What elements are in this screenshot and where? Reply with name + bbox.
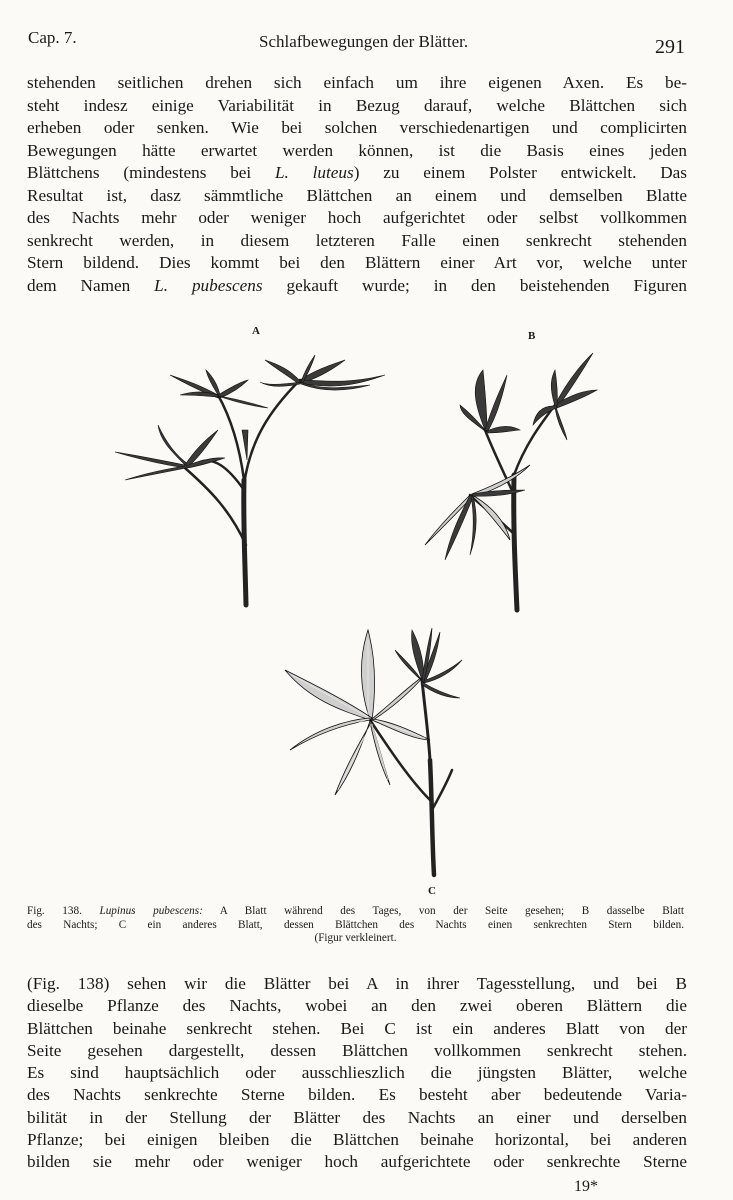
caption-fig-number: Fig. 138.	[27, 905, 100, 917]
caption-line: des Nachts; C ein anderes Blatt, dessen Blättchen des Nachts einen senkrechten Stern bilden.	[27, 918, 684, 931]
leaflet-upright	[395, 628, 462, 698]
text-line: des Nachts mehr oder weniger hoch aufgerichtet oder selbst vollkommen	[27, 208, 687, 227]
caption-line: (Figur verkleinert.	[314, 932, 397, 944]
text-line: Seite gesehen dargestellt, dessen Blättchen vollkommen senkrecht stehen.	[27, 1040, 687, 1060]
text-line: stehenden seitlichen drehen sich einfach um ihre eigenen Axen. Es be-	[27, 73, 687, 92]
text-line	[27, 275, 687, 298]
text-line: Blättchen beinahe senkrecht stehen. Bei C ist ein anderes Blatt von der	[27, 1018, 687, 1038]
running-head	[24, 28, 685, 58]
text-span: dem Namen	[27, 275, 155, 295]
paragraph-1	[27, 72, 687, 297]
text-line: erheben oder senken. Wie bei solchen verschiedenartigen und complicirten	[27, 118, 687, 137]
text-line: des Nachts senkrechte Sterne bilden. Es besteht aber bedeutende Varia-	[27, 1085, 687, 1105]
leaflet-cluster	[260, 355, 385, 390]
text-line: steht indesz einige Variabilität in Bezug darauf, welche Blättchen sich	[27, 95, 687, 115]
text-line: (Fig. 138) sehen wir die Blätter bei A in ihrer Tagesstellung, und bei B	[27, 974, 687, 993]
text-line: senkrecht werden, in diesem letzteren Falle einen senkrecht stehenden	[27, 230, 687, 250]
species-name: L. luteus	[275, 163, 354, 182]
text-span: A Blatt während des Tages, von der Seite gesehen; B dasselbe Blatt	[202, 905, 684, 917]
caption-line	[27, 905, 684, 919]
leaflet-star	[285, 630, 430, 795]
page-number: 291	[655, 36, 685, 58]
figure-caption	[27, 905, 684, 946]
chapter-label: Cap. 7.	[28, 28, 77, 47]
figure-a-illustration	[100, 340, 400, 610]
text-span: gekauft wurde; in den beistehenden Figuren	[262, 275, 687, 295]
species-name: Lupinus pubescens:	[99, 905, 203, 917]
text-line: Es sind hauptsächlich oder ausschlieszlich die jüngsten Blätter, welche	[27, 1063, 687, 1083]
text-line: Stern bildend. Dies kommt bei den Blättern einer Art vor, welche unter	[27, 253, 687, 272]
text-line: bilität in der Stellung der Blätter des Nachts an einer und derselben	[27, 1107, 687, 1127]
text-line: Resultat ist, dasz sämmtliche Blättchen an einem und demselben Blatte	[27, 185, 687, 205]
figure-label-c: C	[428, 885, 436, 897]
figure-label-a: A	[252, 325, 260, 337]
text-span: ) zu einem Polster entwickelt. Das	[353, 163, 687, 182]
text-line: Bewegungen hätte erwartet werden können, ist die Basis eines jeden	[27, 140, 687, 160]
text-line: Pflanze; bei einigen bleiben die Blättchen beinahe horizontal, bei anderen	[27, 1130, 687, 1150]
page-title: Schlafbewegungen der Blätter.	[259, 32, 469, 51]
text-line: bilden sie mehr oder weniger hoch aufgerichtete oder senkrechte Sterne	[27, 1152, 687, 1172]
figure-label-b: B	[528, 330, 536, 342]
species-name: L. pubescens	[154, 275, 263, 295]
figure-c-illustration	[280, 620, 480, 880]
text-line: dieselbe Pflanze des Nachts, wobei an den zwei oberen Blättern die	[27, 996, 687, 1016]
paragraph-2	[27, 973, 687, 1174]
signature-mark: 19*	[574, 1178, 598, 1195]
text-span: Blättchens (mindestens bei	[27, 163, 275, 182]
figure-b-illustration	[415, 345, 615, 615]
leaflet-cluster	[115, 425, 225, 480]
leaflet-cluster	[170, 370, 268, 408]
text-line	[27, 162, 687, 185]
